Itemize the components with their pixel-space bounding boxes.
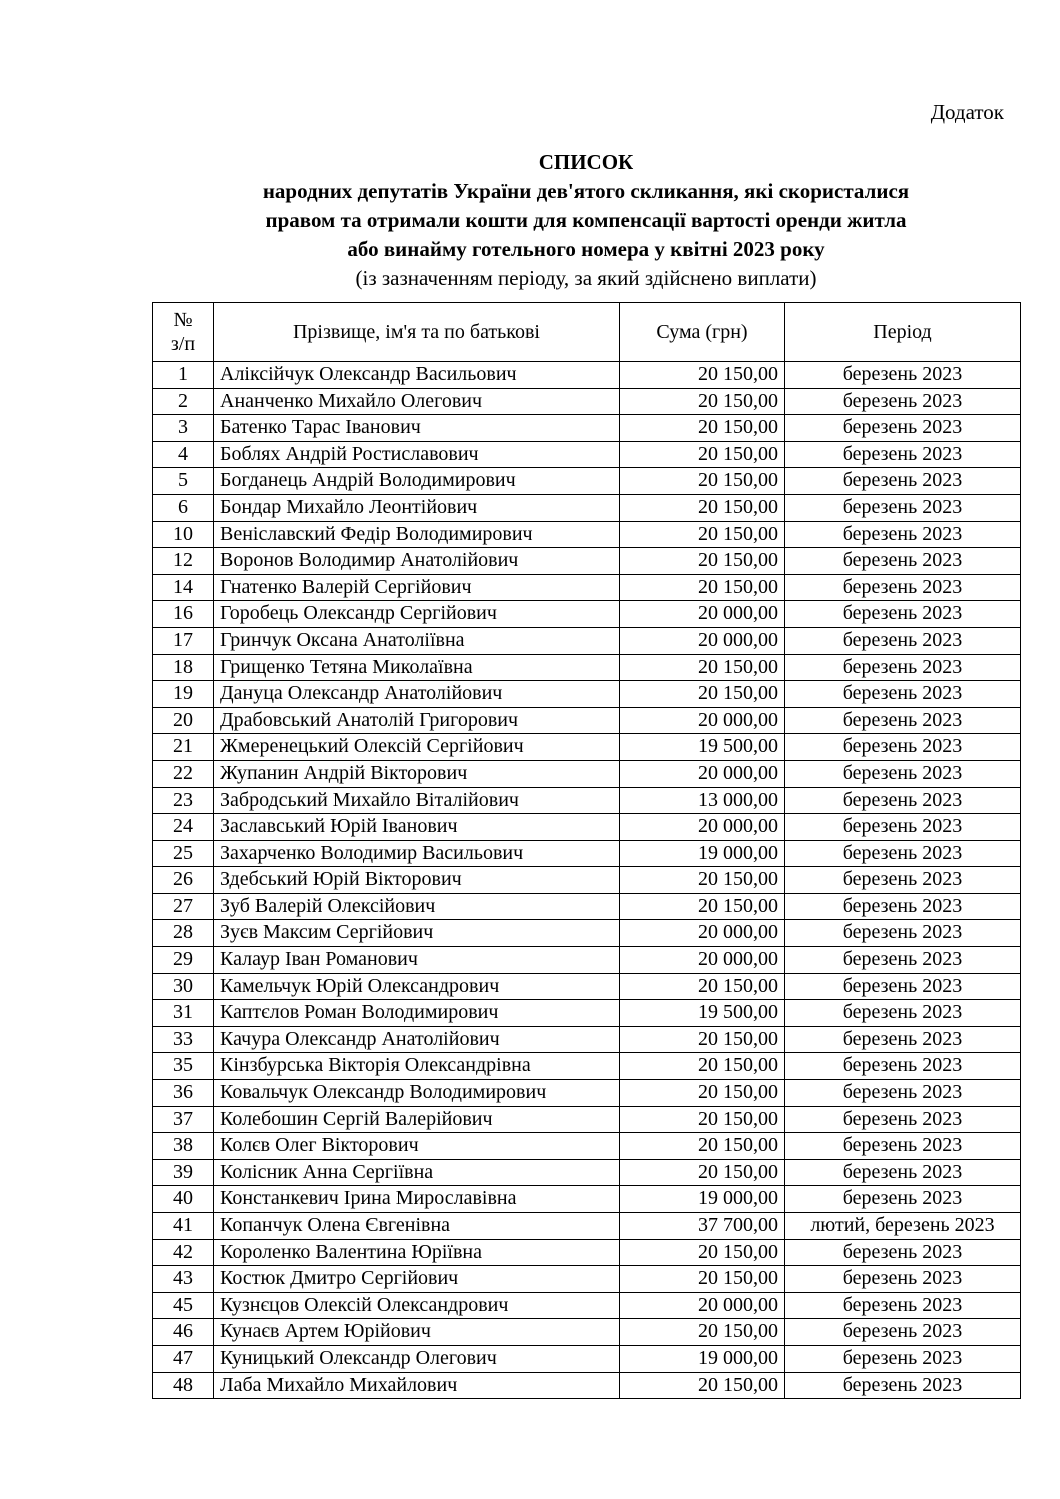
row-number: 28 bbox=[153, 920, 214, 947]
row-name: Ананченко Михайло Олегович bbox=[214, 388, 620, 415]
row-number: 5 bbox=[153, 468, 214, 495]
row-sum: 20 150,00 bbox=[620, 1026, 785, 1053]
row-period: березень 2023 bbox=[785, 441, 1021, 468]
row-number: 48 bbox=[153, 1372, 214, 1399]
table-row bbox=[153, 1026, 1021, 1053]
table-body bbox=[153, 362, 1021, 1399]
row-period: березень 2023 bbox=[785, 681, 1021, 708]
row-number: 30 bbox=[153, 973, 214, 1000]
table-row bbox=[153, 787, 1021, 814]
table-header-row bbox=[153, 303, 1021, 362]
row-sum: 20 150,00 bbox=[620, 681, 785, 708]
row-number: 23 bbox=[153, 787, 214, 814]
row-sum: 37 700,00 bbox=[620, 1213, 785, 1240]
table-row bbox=[153, 1106, 1021, 1133]
header-sum: Сума (грн) bbox=[620, 303, 785, 362]
table-row bbox=[153, 627, 1021, 654]
row-sum: 20 000,00 bbox=[620, 1292, 785, 1319]
row-period: березень 2023 bbox=[785, 415, 1021, 442]
row-number: 37 bbox=[153, 1106, 214, 1133]
table-row bbox=[153, 1186, 1021, 1213]
title-line-2: правом та отримали кошти для компенсації вартості оренди житла bbox=[265, 208, 907, 232]
row-name: Колєв Олег Вікторович bbox=[214, 1133, 620, 1160]
table-row bbox=[153, 494, 1021, 521]
row-period: березень 2023 bbox=[785, 734, 1021, 761]
row-sum: 19 000,00 bbox=[620, 1345, 785, 1372]
row-period: березень 2023 bbox=[785, 362, 1021, 389]
table-row bbox=[153, 415, 1021, 442]
row-name: Богданець Андрій Володимирович bbox=[214, 468, 620, 495]
table-row bbox=[153, 1372, 1021, 1399]
table-row bbox=[153, 1000, 1021, 1027]
table-row bbox=[153, 840, 1021, 867]
row-sum: 20 000,00 bbox=[620, 707, 785, 734]
row-number: 22 bbox=[153, 760, 214, 787]
row-number: 36 bbox=[153, 1080, 214, 1107]
row-number: 20 bbox=[153, 707, 214, 734]
row-name: Констанкевич Ірина Мирославівна bbox=[214, 1186, 620, 1213]
table-row bbox=[153, 1239, 1021, 1266]
table-row bbox=[153, 867, 1021, 894]
row-number: 12 bbox=[153, 548, 214, 575]
row-period: березень 2023 bbox=[785, 468, 1021, 495]
title-line-1: народних депутатів України дев'ятого скликання, які скористалися bbox=[262, 179, 910, 203]
row-period: березень 2023 bbox=[785, 1026, 1021, 1053]
table-row bbox=[153, 1292, 1021, 1319]
row-name: Калаур Іван Романович bbox=[214, 947, 620, 974]
table-row bbox=[153, 947, 1021, 974]
row-sum: 19 000,00 bbox=[620, 840, 785, 867]
row-period: лютий, березень 2023 bbox=[785, 1213, 1021, 1240]
row-name: Аліксійчук Олександр Васильович bbox=[214, 362, 620, 389]
table-row bbox=[153, 1266, 1021, 1293]
row-name: Драбовський Анатолій Григорович bbox=[214, 707, 620, 734]
row-name: Кунаєв Артем Юрійович bbox=[214, 1319, 620, 1346]
row-period: березень 2023 bbox=[785, 1239, 1021, 1266]
row-name: Зуєв Максим Сергійович bbox=[214, 920, 620, 947]
row-period: березень 2023 bbox=[785, 707, 1021, 734]
row-sum: 20 150,00 bbox=[620, 1266, 785, 1293]
row-period: березень 2023 bbox=[785, 1186, 1021, 1213]
row-number: 21 bbox=[153, 734, 214, 761]
row-period: березень 2023 bbox=[785, 840, 1021, 867]
deputies-table bbox=[152, 302, 1021, 1399]
row-number: 47 bbox=[153, 1345, 214, 1372]
row-name: Веніславский Федір Володимирович bbox=[214, 521, 620, 548]
row-sum: 19 500,00 bbox=[620, 734, 785, 761]
row-number: 33 bbox=[153, 1026, 214, 1053]
row-period: березень 2023 bbox=[785, 947, 1021, 974]
table-row bbox=[153, 1080, 1021, 1107]
row-sum: 20 150,00 bbox=[620, 1053, 785, 1080]
row-name: Захарченко Володимир Васильович bbox=[214, 840, 620, 867]
row-number: 35 bbox=[153, 1053, 214, 1080]
row-number: 29 bbox=[153, 947, 214, 974]
row-sum: 13 000,00 bbox=[620, 787, 785, 814]
row-period: березень 2023 bbox=[785, 1266, 1021, 1293]
row-number: 40 bbox=[153, 1186, 214, 1213]
row-sum: 20 150,00 bbox=[620, 1080, 785, 1107]
row-number: 26 bbox=[153, 867, 214, 894]
table-row bbox=[153, 1159, 1021, 1186]
row-name: Грищенко Тетяна Миколаївна bbox=[214, 654, 620, 681]
table-row bbox=[153, 681, 1021, 708]
table-row bbox=[153, 973, 1021, 1000]
row-number: 38 bbox=[153, 1133, 214, 1160]
row-sum: 20 150,00 bbox=[620, 893, 785, 920]
document-title bbox=[0, 148, 1060, 293]
row-sum: 19 500,00 bbox=[620, 1000, 785, 1027]
table-row bbox=[153, 1319, 1021, 1346]
row-sum: 20 150,00 bbox=[620, 415, 785, 442]
table-row bbox=[153, 734, 1021, 761]
row-number: 4 bbox=[153, 441, 214, 468]
table-row bbox=[153, 1053, 1021, 1080]
row-period: березень 2023 bbox=[785, 627, 1021, 654]
row-period: березень 2023 bbox=[785, 1319, 1021, 1346]
row-number: 46 bbox=[153, 1319, 214, 1346]
table-row bbox=[153, 814, 1021, 841]
row-period: березень 2023 bbox=[785, 494, 1021, 521]
table-row bbox=[153, 468, 1021, 495]
row-name: Бондар Михайло Леонтійович bbox=[214, 494, 620, 521]
table-row bbox=[153, 1345, 1021, 1372]
row-period: березень 2023 bbox=[785, 1133, 1021, 1160]
appendix-label: Додаток bbox=[930, 100, 1004, 124]
row-number: 2 bbox=[153, 388, 214, 415]
row-number: 27 bbox=[153, 893, 214, 920]
row-sum: 20 150,00 bbox=[620, 494, 785, 521]
title-heading: СПИСОК bbox=[538, 150, 634, 174]
row-number: 16 bbox=[153, 601, 214, 628]
row-sum: 20 000,00 bbox=[620, 627, 785, 654]
row-name: Гнатенко Валерій Сергійович bbox=[214, 574, 620, 601]
row-name: Качура Олександр Анатолійович bbox=[214, 1026, 620, 1053]
row-name: Камельчук Юрій Олександрович bbox=[214, 973, 620, 1000]
table-row bbox=[153, 920, 1021, 947]
row-name: Лаба Михайло Михайлович bbox=[214, 1372, 620, 1399]
row-name: Колебошин Сергій Валерійович bbox=[214, 1106, 620, 1133]
row-name: Батенко Тарас Іванович bbox=[214, 415, 620, 442]
row-sum: 20 150,00 bbox=[620, 441, 785, 468]
row-sum: 20 000,00 bbox=[620, 814, 785, 841]
row-name: Кузнєцов Олексій Олександрович bbox=[214, 1292, 620, 1319]
row-sum: 20 150,00 bbox=[620, 1372, 785, 1399]
table-row bbox=[153, 1213, 1021, 1240]
row-sum: 20 000,00 bbox=[620, 947, 785, 974]
row-number: 18 bbox=[153, 654, 214, 681]
row-sum: 20 150,00 bbox=[620, 468, 785, 495]
table-row bbox=[153, 707, 1021, 734]
row-name: Жмеренецький Олексій Сергійович bbox=[214, 734, 620, 761]
table-row bbox=[153, 548, 1021, 575]
row-period: березень 2023 bbox=[785, 601, 1021, 628]
table-row bbox=[153, 760, 1021, 787]
row-sum: 20 150,00 bbox=[620, 1133, 785, 1160]
row-sum: 20 000,00 bbox=[620, 920, 785, 947]
row-period: березень 2023 bbox=[785, 867, 1021, 894]
row-number: 3 bbox=[153, 415, 214, 442]
row-period: березень 2023 bbox=[785, 548, 1021, 575]
row-number: 6 bbox=[153, 494, 214, 521]
header-number-symbol: № bbox=[173, 309, 193, 331]
row-period: березень 2023 bbox=[785, 1053, 1021, 1080]
row-sum: 20 150,00 bbox=[620, 362, 785, 389]
row-number: 24 bbox=[153, 814, 214, 841]
row-number: 1 bbox=[153, 362, 214, 389]
row-period: березень 2023 bbox=[785, 1106, 1021, 1133]
row-period: березень 2023 bbox=[785, 1080, 1021, 1107]
row-period: березень 2023 bbox=[785, 1345, 1021, 1372]
row-sum: 20 000,00 bbox=[620, 601, 785, 628]
row-name: Ковальчук Олександр Володимирович bbox=[214, 1080, 620, 1107]
row-period: березень 2023 bbox=[785, 521, 1021, 548]
row-number: 42 bbox=[153, 1239, 214, 1266]
row-name: Забродський Михайло Віталійович bbox=[214, 787, 620, 814]
row-name: Костюк Дмитро Сергійович bbox=[214, 1266, 620, 1293]
row-period: березень 2023 bbox=[785, 1292, 1021, 1319]
row-period: березень 2023 bbox=[785, 787, 1021, 814]
table-row bbox=[153, 601, 1021, 628]
row-name: Жупанин Андрій Вікторович bbox=[214, 760, 620, 787]
row-sum: 19 000,00 bbox=[620, 1186, 785, 1213]
table-row bbox=[153, 1133, 1021, 1160]
row-name: Боблях Андрій Ростиславович bbox=[214, 441, 620, 468]
row-number: 25 bbox=[153, 840, 214, 867]
table-row bbox=[153, 388, 1021, 415]
row-period: березень 2023 bbox=[785, 814, 1021, 841]
row-number: 43 bbox=[153, 1266, 214, 1293]
row-name: Заславський Юрій Іванович bbox=[214, 814, 620, 841]
row-number: 14 bbox=[153, 574, 214, 601]
row-sum: 20 150,00 bbox=[620, 1159, 785, 1186]
row-number: 41 bbox=[153, 1213, 214, 1240]
table-row bbox=[153, 362, 1021, 389]
row-name: Куницький Олександр Олегович bbox=[214, 1345, 620, 1372]
table-row bbox=[153, 893, 1021, 920]
row-name: Горобець Олександр Сергійович bbox=[214, 601, 620, 628]
row-number: 17 bbox=[153, 627, 214, 654]
header-name: Прізвище, ім'я та по батькові bbox=[214, 303, 620, 362]
row-sum: 20 150,00 bbox=[620, 388, 785, 415]
row-name: Воронов Володимир Анатолійович bbox=[214, 548, 620, 575]
row-number: 19 bbox=[153, 681, 214, 708]
header-number-abbrev: з/п bbox=[170, 333, 196, 355]
row-period: березень 2023 bbox=[785, 973, 1021, 1000]
row-sum: 20 150,00 bbox=[620, 548, 785, 575]
row-sum: 20 150,00 bbox=[620, 654, 785, 681]
header-period: Період bbox=[785, 303, 1021, 362]
row-number: 31 bbox=[153, 1000, 214, 1027]
row-sum: 20 000,00 bbox=[620, 760, 785, 787]
row-sum: 20 150,00 bbox=[620, 1106, 785, 1133]
header-number bbox=[153, 303, 214, 362]
row-period: березень 2023 bbox=[785, 760, 1021, 787]
row-sum: 20 150,00 bbox=[620, 867, 785, 894]
row-period: березень 2023 bbox=[785, 893, 1021, 920]
table-row bbox=[153, 574, 1021, 601]
row-name: Дануца Олександр Анатолійович bbox=[214, 681, 620, 708]
table-row bbox=[153, 654, 1021, 681]
row-period: березень 2023 bbox=[785, 1372, 1021, 1399]
row-number: 45 bbox=[153, 1292, 214, 1319]
row-name: Каптєлов Роман Володимирович bbox=[214, 1000, 620, 1027]
row-name: Короленко Валентина Юріївна bbox=[214, 1239, 620, 1266]
row-sum: 20 150,00 bbox=[620, 973, 785, 1000]
row-number: 39 bbox=[153, 1159, 214, 1186]
row-period: березень 2023 bbox=[785, 388, 1021, 415]
title-note: (із зазначенням періоду, за який здійснено виплати) bbox=[355, 266, 817, 290]
row-sum: 20 150,00 bbox=[620, 1319, 785, 1346]
row-sum: 20 150,00 bbox=[620, 1239, 785, 1266]
table-row bbox=[153, 441, 1021, 468]
row-sum: 20 150,00 bbox=[620, 521, 785, 548]
row-period: березень 2023 bbox=[785, 920, 1021, 947]
row-period: березень 2023 bbox=[785, 654, 1021, 681]
row-name: Здебський Юрій Вікторович bbox=[214, 867, 620, 894]
title-line-3: або винайму готельного номера у квітні 2023 року bbox=[347, 237, 825, 261]
table-row bbox=[153, 521, 1021, 548]
row-name: Кінзбурська Вікторія Олександрівна bbox=[214, 1053, 620, 1080]
row-name: Копанчук Олена Євгенівна bbox=[214, 1213, 620, 1240]
row-number: 10 bbox=[153, 521, 214, 548]
row-period: березень 2023 bbox=[785, 1159, 1021, 1186]
row-period: березень 2023 bbox=[785, 574, 1021, 601]
row-name: Гринчук Оксана Анатоліївна bbox=[214, 627, 620, 654]
row-period: березень 2023 bbox=[785, 1000, 1021, 1027]
row-name: Зуб Валерій Олексійович bbox=[214, 893, 620, 920]
row-sum: 20 150,00 bbox=[620, 574, 785, 601]
row-name: Колісник Анна Сергіївна bbox=[214, 1159, 620, 1186]
